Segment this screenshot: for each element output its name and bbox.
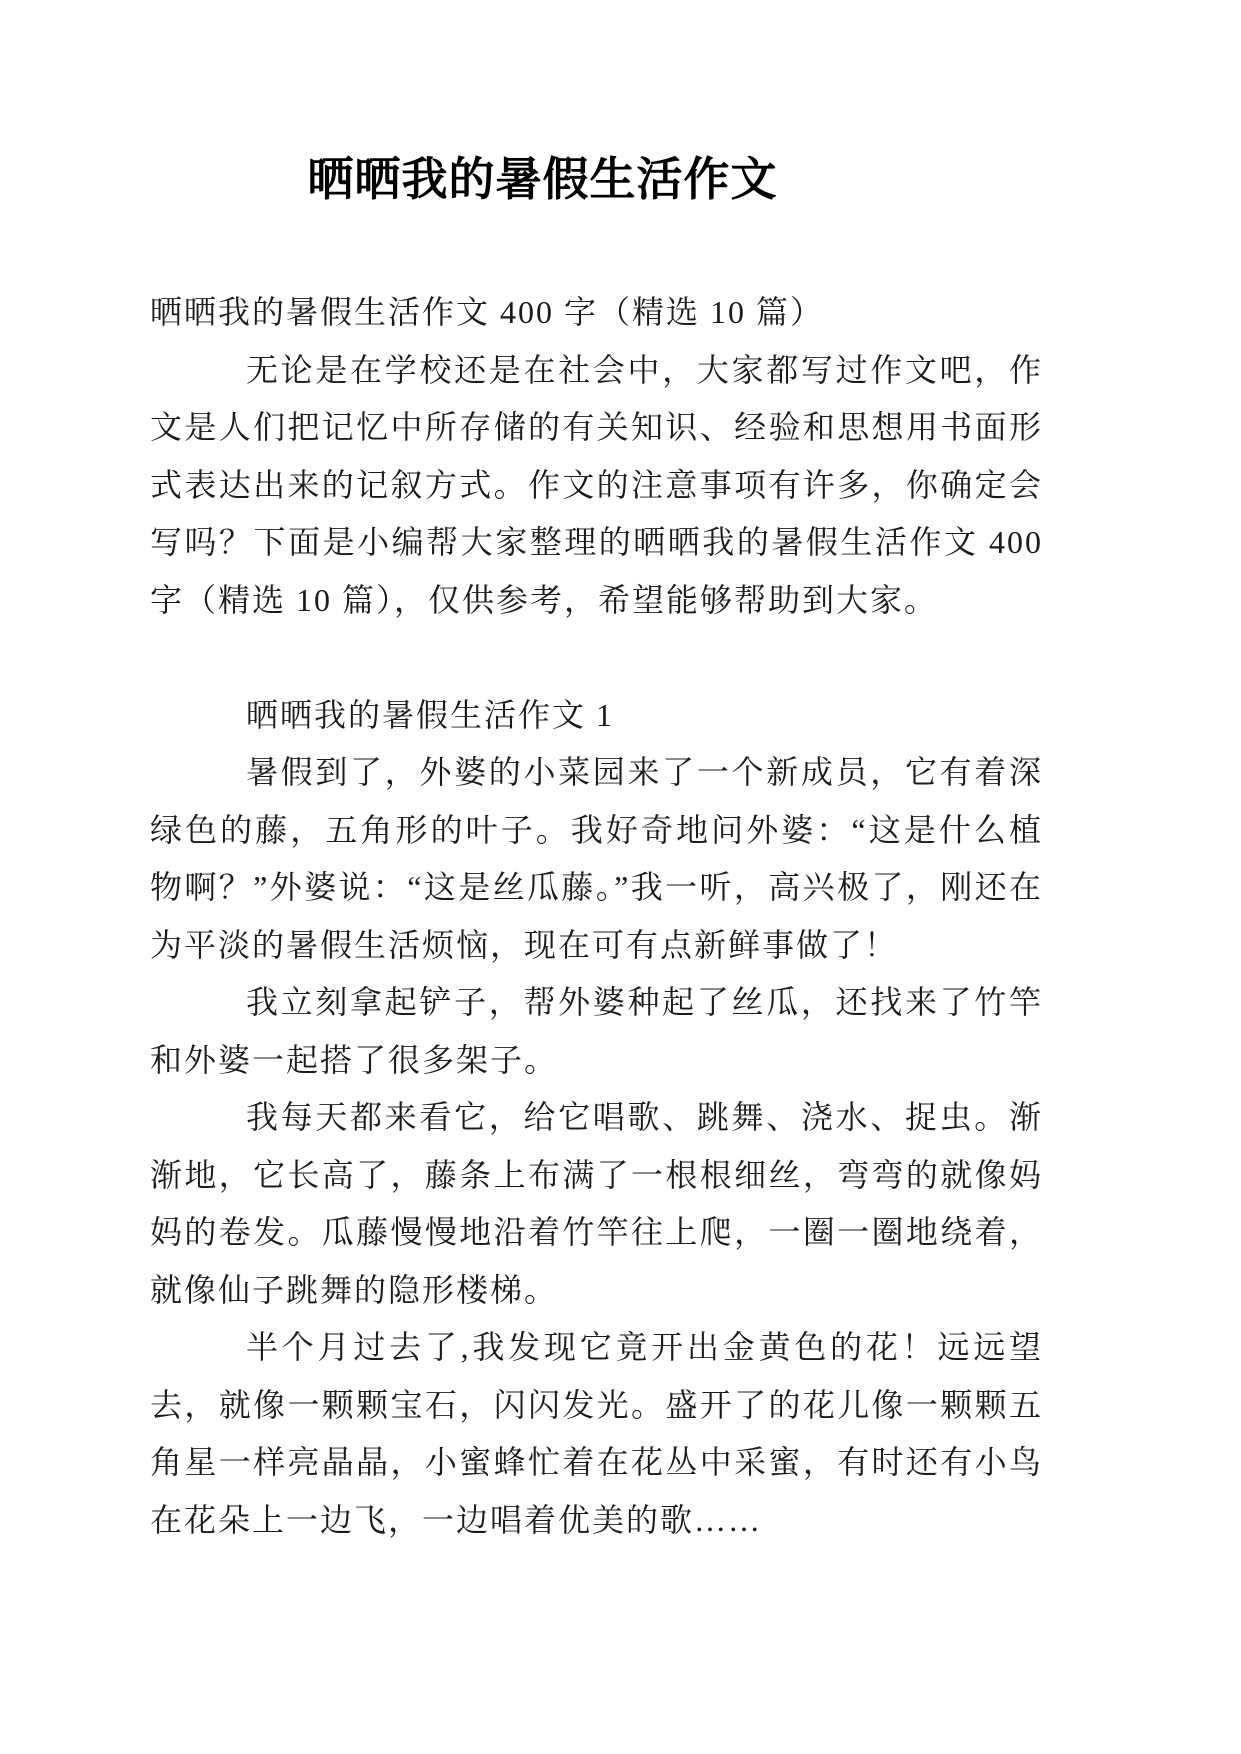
document-body xyxy=(150,284,1043,1549)
paragraph-intro: 无论是在学校还是在社会中，大家都写过作文吧，作文是人们把记忆中所存储的有关知识、经验和思想用书面形式表达出来的记叙方式。作文的注意事项有许多，你确定会写吗？下面是小编帮大家整理的晒晒我的暑假生活作文 400 字（精选 10 篇），仅供参考，希望能够帮助到大家。 xyxy=(150,351,1043,618)
paragraph-essay1-4: 半个月过去了,我发现它竟开出金黄色的花！远远望去，就像一颗颗宝石，闪闪发光。盛开了的花儿像一颗颗五角星一样亮晶晶，小蜜蜂忙着在花丛中采蜜，有时还有小鸟在花朵上一边飞，一边唱着优美的歌…… xyxy=(150,1329,1043,1538)
paragraph-essay1-1: 暑假到了，外婆的小菜园来了一个新成员，它有着深绿色的藤，五角形的叶子。我好奇地问外婆：“这是什么植物啊？”外婆说：“这是丝瓜藤。”我一听，高兴极了，刚还在为平淡的暑假生活烦恼，现在可有点新鲜事做了！ xyxy=(150,754,1043,963)
section-heading-essay-1: 晒晒我的暑假生活作文 1 xyxy=(246,696,615,733)
paragraph-lead: 晒晒我的暑假生活作文 400 字（精选 10 篇） xyxy=(150,294,825,330)
paragraph-essay1-3: 我每天都来看它，给它唱歌、跳舞、浇水、捉虫。渐渐地，它长高了，藤条上布满了一根根细丝，弯弯的就像妈妈的卷发。瓜藤慢慢地沿着竹竿往上爬，一圈一圈地绕着，就像仙子跳舞的隐形楼梯。 xyxy=(150,1099,1043,1308)
paragraph-essay1-2: 我立刻拿起铲子，帮外婆种起了丝瓜，还找来了竹竿和外婆一起搭了很多架子。 xyxy=(150,984,1043,1078)
blank-line xyxy=(150,629,1043,687)
document-title: 晒晒我的暑假生活作文 xyxy=(307,154,778,205)
